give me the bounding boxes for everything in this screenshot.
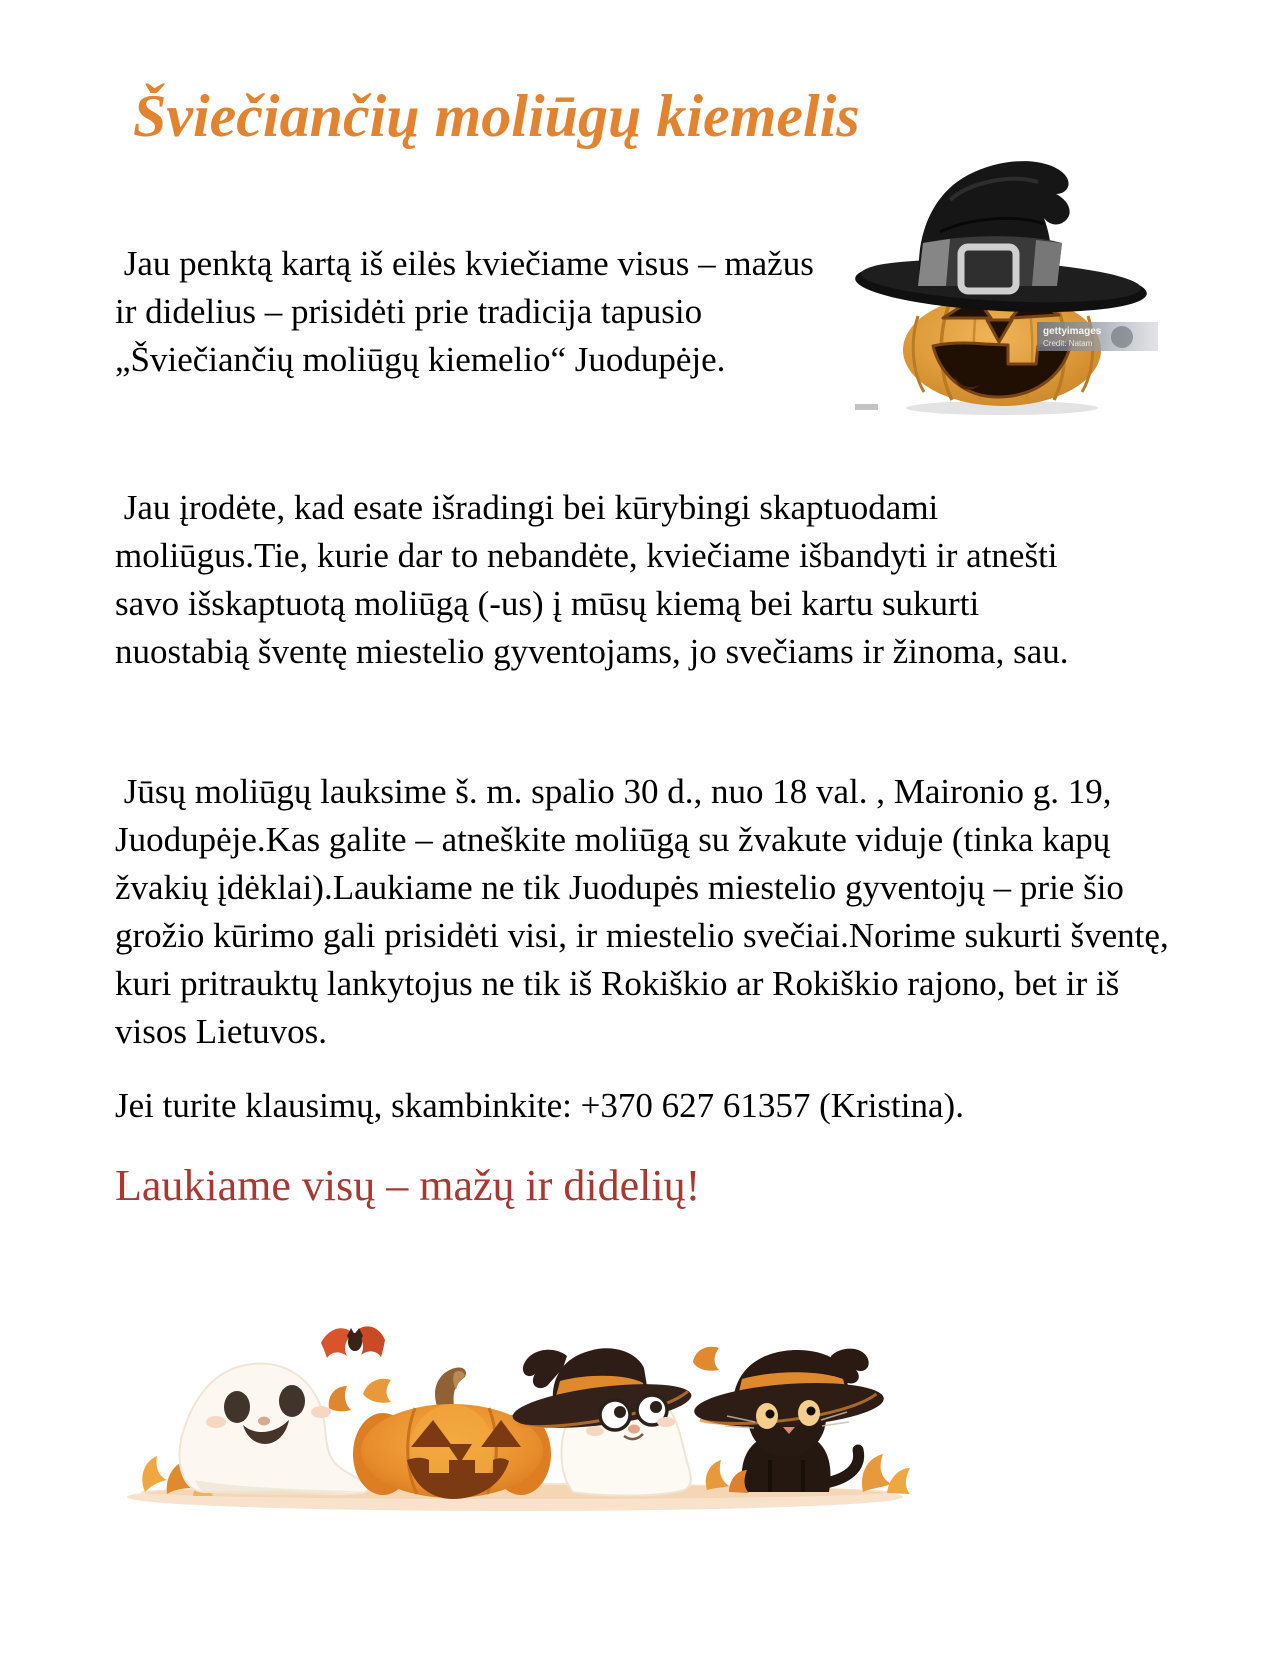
svg-text:Credit: Natam: Credit: Natam bbox=[1043, 339, 1093, 348]
bat-icon bbox=[321, 1326, 385, 1358]
small-gray-mark bbox=[855, 404, 878, 410]
paragraph-details: Jūsų moliūgų lauksime š. m. spalio 30 d., nuo 18 val. , Maironio g. 19, Juodupėje.Kas galite – atneškite moliūgą su žvakute viduje (tinka kapų žvakių įdėklai).Laukiame ne tik Juodupės miestelio gyventojų – prie šio grožio kūrimo gali prisidėti visi, ir miestelio svečiai.Norime sukurti šventę, kuri pritrauktų lankytojus ne tik iš Rokiškio ar Rokiškio rajono, bet ir iš visos Lietuvos. bbox=[115, 772, 1178, 1051]
svg-text:gettyimages: gettyimages bbox=[1043, 326, 1102, 337]
paragraph-contact: Jei turite klausimų, skambinkite: +370 627 61357 (Kristina). bbox=[115, 1086, 964, 1125]
hat-buckle bbox=[961, 247, 1016, 291]
leaf-icon bbox=[693, 1347, 719, 1371]
page-title: Šviečiančių moliūgų kiemelis bbox=[133, 83, 860, 149]
leaf-icon bbox=[329, 1379, 391, 1412]
halloween-characters-image bbox=[115, 1310, 915, 1530]
ghost-icon bbox=[179, 1364, 368, 1495]
witch-hat-icon bbox=[854, 161, 1148, 318]
black-cat-icon bbox=[693, 1349, 885, 1492]
pumpkin-witch-hat-image bbox=[800, 140, 1180, 425]
paragraph-invite: Jau įrodėte, kad esate išradingi bei kūrybingi skaptuodami moliūgus.Tie, kurie dar to nebandėte, kviečiame išbandyti ir atnešti savo išskaptuotą moliūgą (-us) į mūsų kiemą bei kartu sukurti nuostabią šventę miestelio gyventojams, jo svečiams ir žinoma, sau. bbox=[115, 488, 1069, 671]
paragraph-intro: Jau penktą kartą iš eilės kviečiame visus – mažus ir didelius – prisidėti prie tradicija tapusio „Šviečiančių moliūgų kiemelio“ Juodupėje. bbox=[115, 244, 823, 379]
getty-watermark bbox=[1037, 322, 1158, 351]
closing-line: Laukiame visų – mažų ir didelių! bbox=[115, 1161, 701, 1210]
